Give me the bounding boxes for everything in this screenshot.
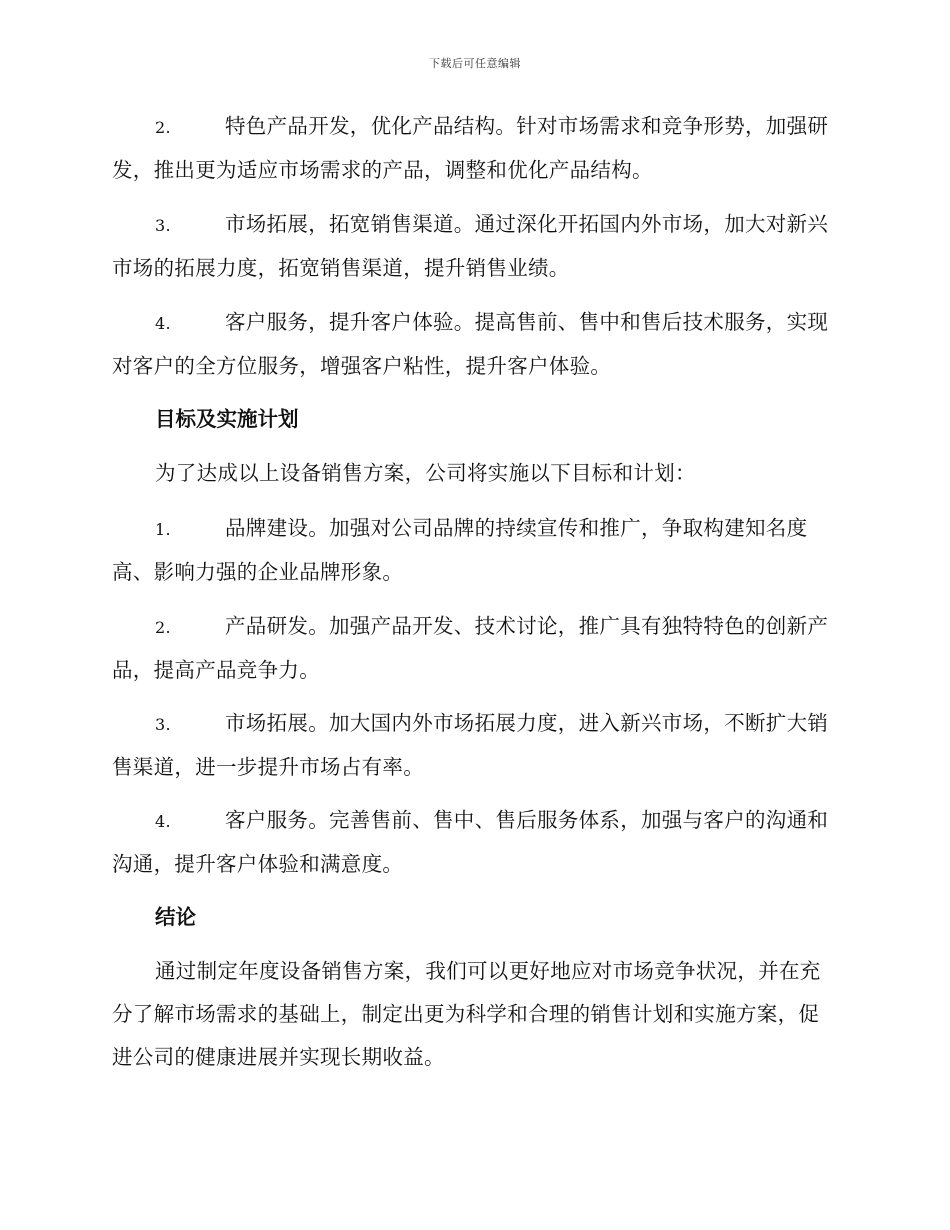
section-heading-conclusion: 结论: [155, 905, 196, 929]
list-text: 市场拓展，拓宽销售渠道。通过深化开拓国内外市场，加大对新兴市场的拓展力度，拓宽销售渠道，提升销售业绩。: [112, 212, 829, 280]
list-item: [112, 203, 837, 290]
list-text: 客户服务，提升客户体验。提高售前、售中和售后技术服务，实现对客户的全方位服务，增强客户粘性，提升客户体验。: [112, 310, 829, 378]
list-number: 3.: [155, 715, 171, 734]
list-item: [112, 799, 837, 886]
section-heading-goals: 目标及实施计划: [155, 407, 299, 431]
goals-intro: 为了达成以上设备销售方案，公司将实施以下目标和计划：: [155, 461, 696, 485]
list-text: 产品研发。加强产品开发、技术讨论，推广具有独特特色的创新产品，提高产品竞争力。: [112, 614, 829, 682]
list-number: 2.: [155, 118, 171, 137]
list-item: [112, 605, 837, 692]
list-text: 特色产品开发，优化产品结构。针对市场需求和竞争形势，加强研发，推出更为适应市场需求的产品，调整和优化产品结构。: [112, 114, 829, 182]
list-text: 客户服务。完善售前、售中、售后服务体系，加强与客户的沟通和沟通，提升客户体验和满意度。: [112, 808, 829, 876]
list-number: 1.: [155, 520, 171, 539]
list-number: 2.: [155, 618, 171, 637]
list-text: 品牌建设。加强对公司品牌的持续宣传和推广，争取构建知名度高、影响力强的企业品牌形象。: [112, 516, 808, 584]
list-item: [112, 301, 837, 388]
conclusion-body: 通过制定年度设备销售方案，我们可以更好地应对市场竞争状况，并在充分了解市场需求的基础上，制定出更为科学和合理的销售计划和实施方案，促进公司的健康进展并实现长期收益。: [112, 959, 821, 1069]
list-number: 4.: [155, 812, 171, 831]
list-number: 3.: [155, 216, 171, 235]
list-item: [112, 105, 837, 192]
header-note: 下载后可任意编辑: [429, 57, 521, 70]
list-number: 4.: [155, 314, 171, 333]
list-item: [112, 507, 837, 594]
list-text: 市场拓展。加大国内外市场拓展力度，进入新兴市场，不断扩大销售渠道，进一步提升市场占有率。: [112, 711, 829, 779]
list-item: [112, 702, 837, 789]
